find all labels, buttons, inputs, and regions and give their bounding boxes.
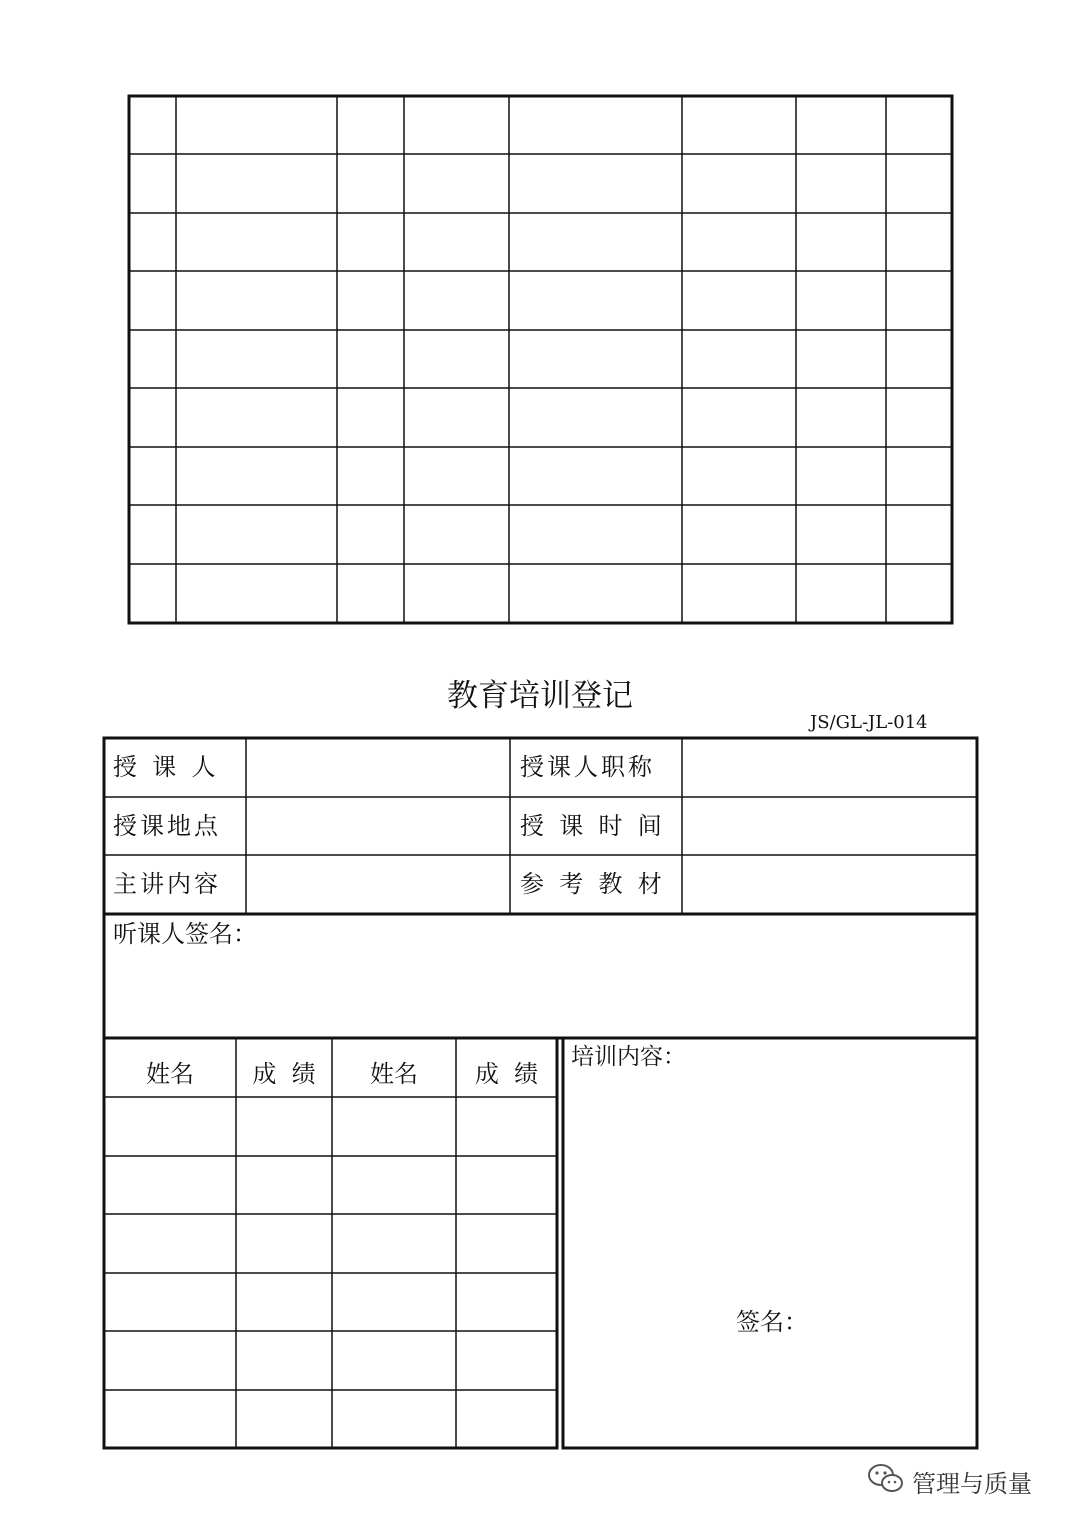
training-content-label: 培训内容： [571, 1044, 686, 1070]
watermark [866, 1462, 1056, 1496]
location-label: 授课地点 [113, 812, 221, 840]
wechat-icon [866, 1462, 906, 1496]
lecturer-title-label: 授课人职称 [520, 753, 655, 781]
attendee-signature-label: 听课人签名： [113, 920, 257, 948]
header-name-1: 姓名 [146, 1060, 194, 1088]
reference-material-label: 参 考 教 材 [520, 870, 662, 898]
form-title: 教育培训登记 [447, 678, 633, 714]
document-code: JS/GL-JL-014 [810, 712, 928, 733]
header-score-1: 成 绩 [252, 1060, 316, 1088]
header-score-2: 成 绩 [474, 1060, 539, 1088]
time-label: 授 课 时 间 [520, 812, 662, 840]
signature-label: 签名： [736, 1308, 808, 1336]
topic-label: 主讲内容 [113, 870, 221, 898]
header-name-2: 姓名 [370, 1060, 418, 1088]
watermark-text: 管理与质量 [912, 1470, 1032, 1498]
lecturer-label: 授 课 人 [113, 753, 216, 781]
